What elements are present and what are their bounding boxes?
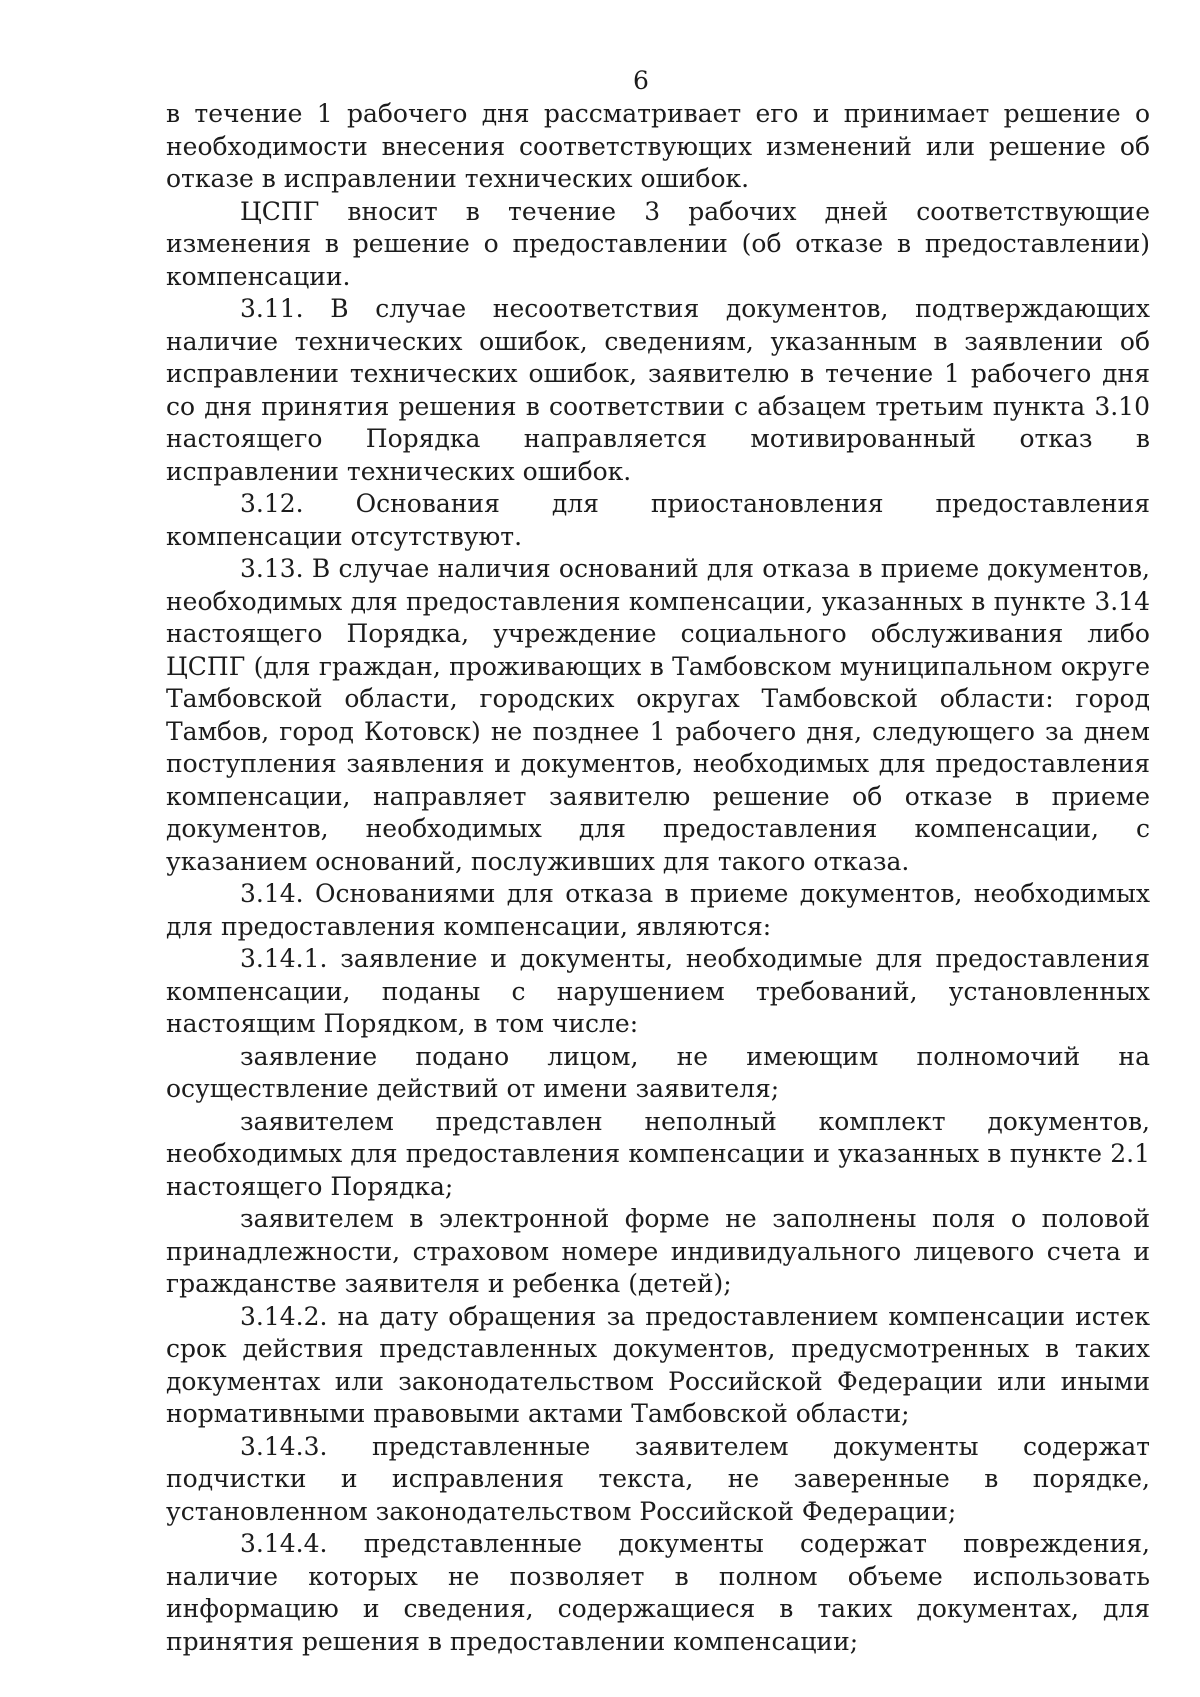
paragraph-no-authority: заявление подано лицом, не имеющим полномочий на осуществление действий от имени заявителя; <box>166 1041 1150 1103</box>
paragraph-3-14-4: 3.14.4. представленные документы содержат повреждения, наличие которых не позволяет в полном объеме использовать информацию и сведения, содержащиеся в таких документах, для принятия решения в предоставлении компенсации; <box>166 1529 1150 1656</box>
paragraph-3-12: 3.12. Основания для приостановления предоставления компенсации отсутствуют. <box>166 489 1150 551</box>
paragraph-continuation: в течение 1 рабочего дня рассматривает его и принимает решение о необходимости внесения соответствующих изменений или решение об отказе в исправлении технических ошибок. <box>166 99 1150 193</box>
paragraph-cspg-changes: ЦСПГ вносит в течение 3 рабочих дней соответствующие изменения в решение о предоставлении (об отказе в предоставлении) компенсации. <box>166 196 1150 291</box>
paragraph-electronic-form: заявителем в электронной форме не заполнены поля о половой принадлежности, страховом номере индивидуального лицевого счета и гражданстве заявителя и ребенка (детей); <box>166 1204 1150 1298</box>
paragraph-3-13: 3.13. В случае наличия оснований для отказа в приеме документов, необходимых для предоставления компенсации, указанных в пункте 3.14 настоящего Порядка, учреждение социального обслуживания либо ЦСПГ (для граждан, проживающих в Тамбовском муниципальном округе Тамбовской области, городских округах Тамбовской области: город Тамбов, город Котовск) не позднее 1 рабочего дня, следующего за днем поступления заявления и документов, необходимых для предоставления компенсации, направляет заявителю решение об отказе в приеме документов, необходимых для предоставления компенсации, с указанием оснований, послуживших для такого отказа. <box>166 554 1150 876</box>
paragraph-3-14-1: 3.14.1. заявление и документы, необходимые для предоставления компенсации, поданы с нарушением требований, установленных настоящим Порядком, в том числе: <box>166 944 1150 1038</box>
paragraph-3-14-3: 3.14.3. представленные заявителем документы содержат подчистки и исправления текста, не заверенные в порядке, установленном законодательством Российской Федерации; <box>166 1431 1150 1526</box>
paragraph-3-14-2: 3.14.2. на дату обращения за предоставлением компенсации истек срок действия представленных документов, предусмотренных в таких документах или законодательством Российской Федерации или иными нормативными правовыми актами Тамбовской области; <box>166 1301 1150 1428</box>
paragraph-3-11: 3.11. В случае несоответствия документов, подтверждающих наличие технических ошибок, сведениям, указанным в заявлении об исправлении технических ошибок, заявителю в течение 1 рабочего дня со дня принятия решения в соответствии с абзацем третьим пункта 3.10 настоящего Порядка направляется мотивированный отказ в исправлении технических ошибок. <box>166 294 1150 486</box>
paragraph-3-14: 3.14. Основаниями для отказа в приеме документов, необходимых для предоставления компенсации, являются: <box>166 879 1150 941</box>
paragraph-incomplete-set: заявителем представлен неполный комплект документов, необходимых для предоставления компенсации и указанных в пункте 2.1 настоящего Порядка; <box>166 1106 1150 1201</box>
document-body <box>166 98 1150 1658</box>
page-number: 6 <box>633 66 649 95</box>
